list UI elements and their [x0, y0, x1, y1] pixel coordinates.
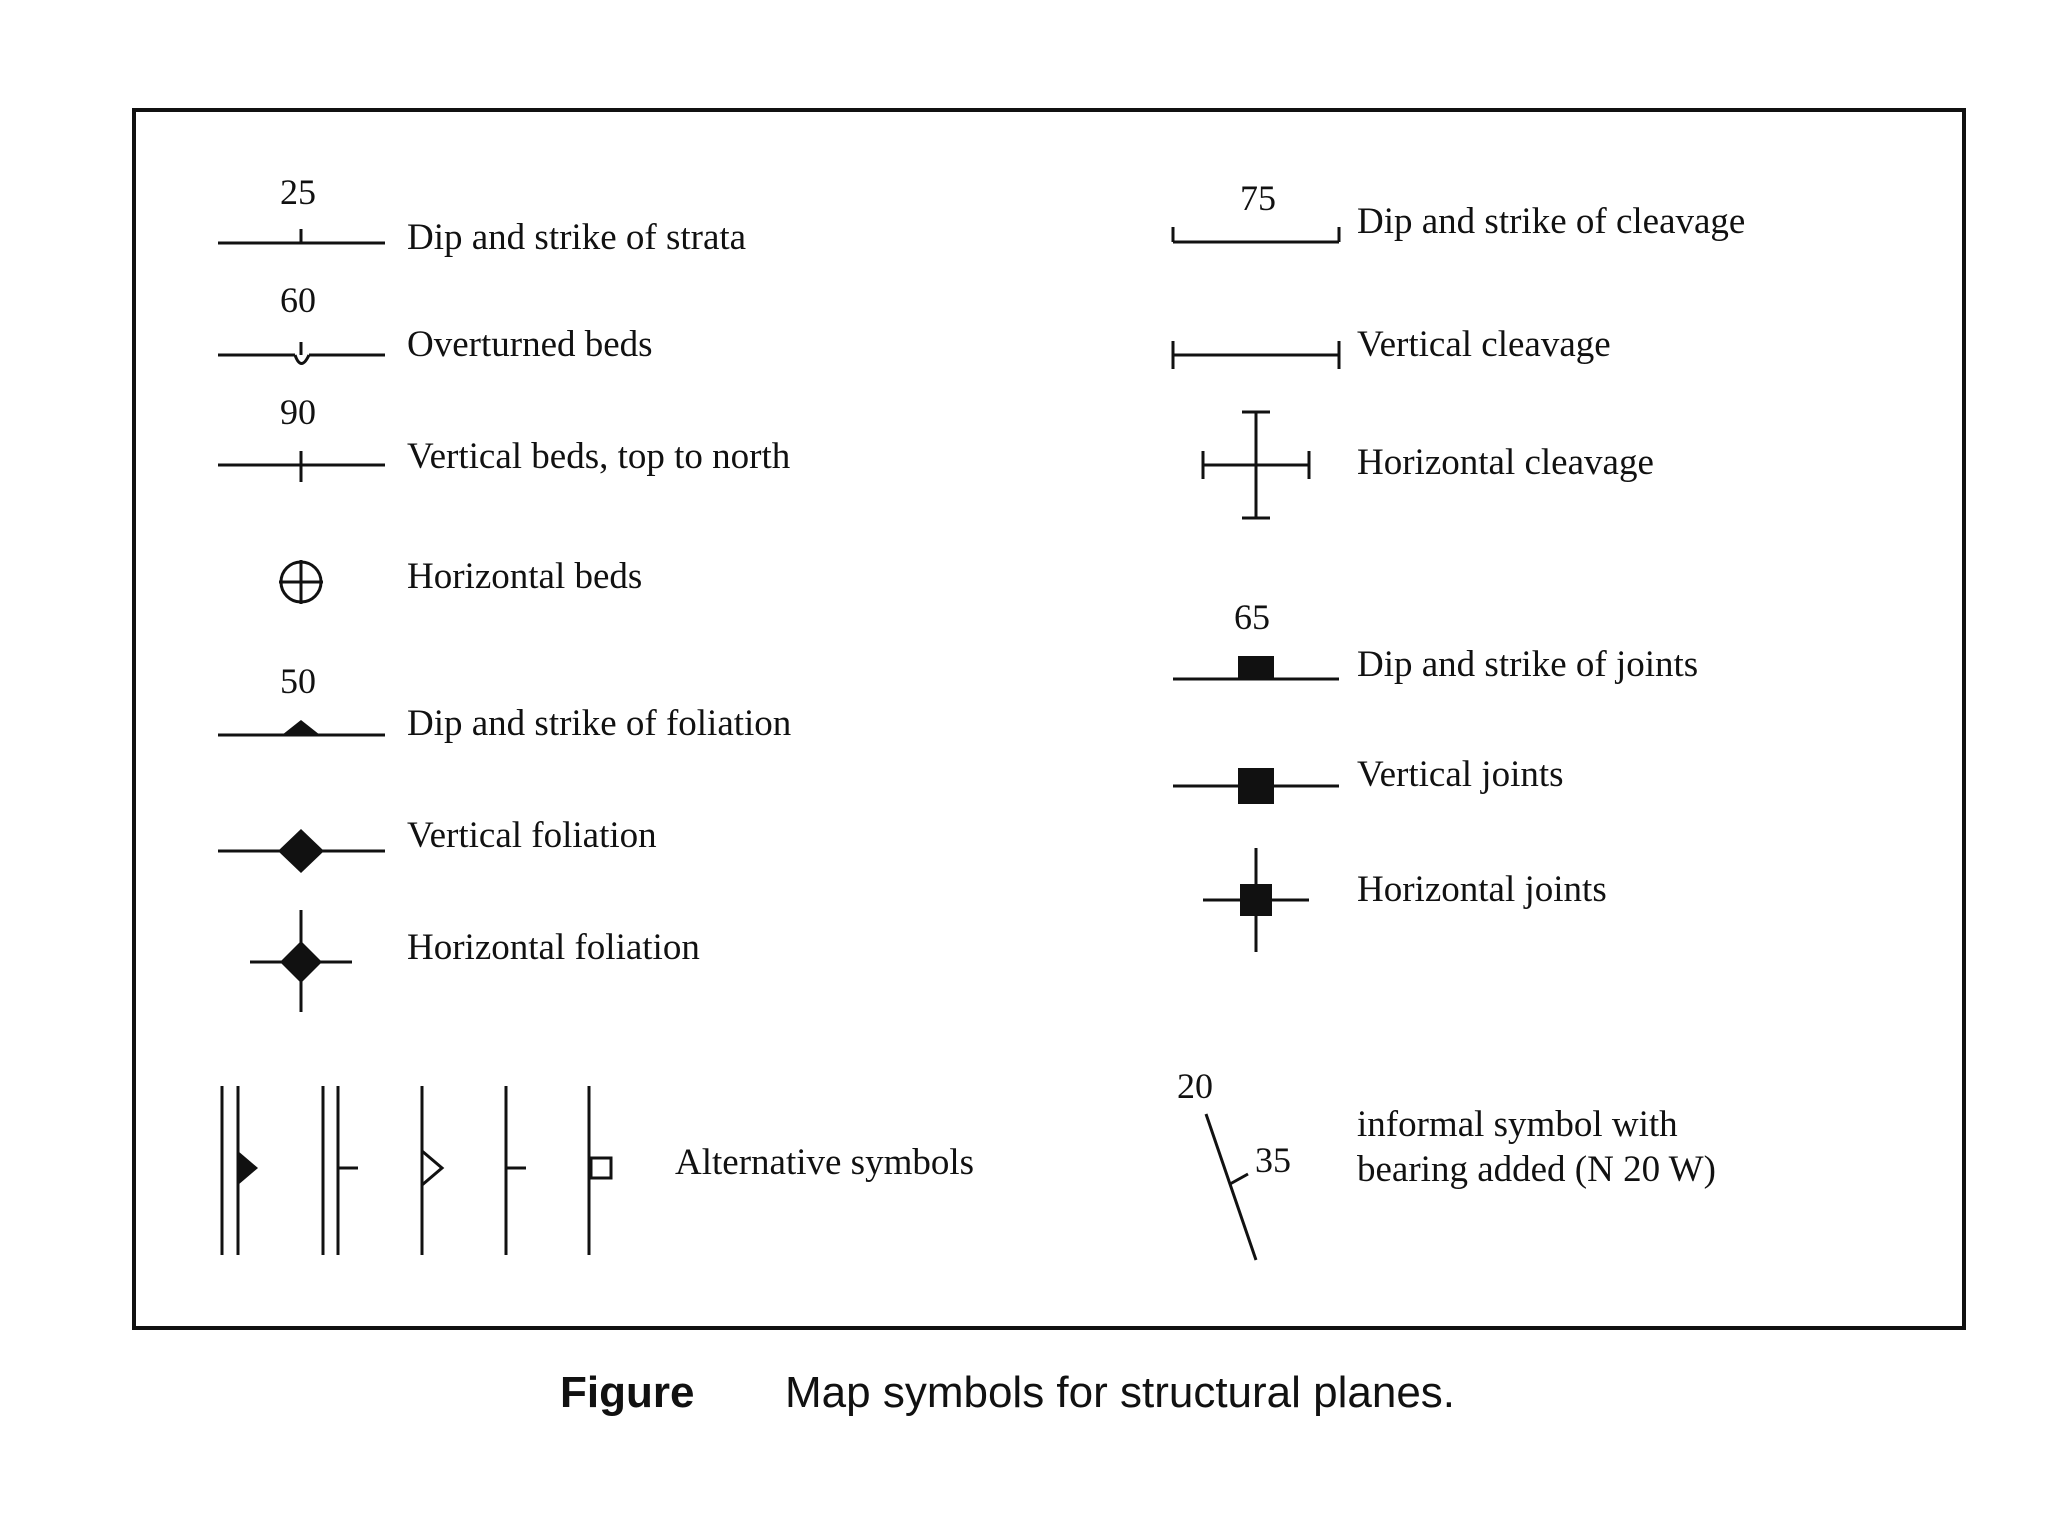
vertical-joints-symbol: [1173, 768, 1339, 804]
vertical-foliation-label: Vertical foliation: [407, 815, 657, 856]
overturned-beds-symbol: [218, 342, 385, 364]
informal-label-line1: informal symbol with: [1357, 1104, 1678, 1145]
horizontal-foliation-symbol: [250, 910, 352, 1012]
vertical-beds-label: Vertical beds, top to north: [407, 436, 791, 477]
foliation-dip-strike-symbol: [218, 720, 385, 735]
overturned-label: Overturned beds: [407, 324, 653, 365]
strata-dip-value: 25: [280, 172, 316, 212]
cleavage-dip-value: 75: [1240, 178, 1276, 218]
cleavage-dip-strike-symbol: [1173, 227, 1339, 242]
foliation-dip-value: 50: [280, 661, 316, 701]
vertical-beds-symbol: [218, 451, 385, 482]
alternative-symbols: [222, 1086, 611, 1255]
caption-label: Figure: [560, 1368, 695, 1417]
horizontal-cleavage-symbol: [1203, 412, 1309, 518]
strata-label: Dip and strike of strata: [407, 217, 747, 258]
horizontal-cleavage-label: Horizontal cleavage: [1357, 442, 1654, 483]
horizontal-joints-label: Horizontal joints: [1357, 869, 1607, 910]
vertical-joints-label: Vertical joints: [1357, 754, 1564, 795]
vertical-beds-value: 90: [280, 392, 316, 432]
cleavage-label: Dip and strike of cleavage: [1357, 201, 1746, 242]
joints-dip-value: 65: [1234, 597, 1270, 637]
informal-dip-value: 35: [1255, 1140, 1291, 1180]
alternative-symbols-label: Alternative symbols: [675, 1142, 975, 1183]
informal-bearing-symbol: [1206, 1114, 1256, 1260]
informal-label-line2: bearing added (N 20 W): [1357, 1149, 1716, 1190]
bearing-value: 20: [1177, 1066, 1213, 1106]
vertical-cleavage-symbol: [1173, 341, 1339, 369]
caption-text: Map symbols for structural planes.: [785, 1368, 1456, 1417]
foliation-label: Dip and strike of foliation: [407, 703, 792, 744]
horizontal-foliation-label: Horizontal foliation: [407, 927, 700, 968]
horizontal-beds-label: Horizontal beds: [407, 556, 643, 597]
vertical-cleavage-label: Vertical cleavage: [1357, 324, 1611, 365]
strata-dip-strike-symbol: [218, 229, 385, 243]
vertical-foliation-symbol: [218, 829, 385, 873]
joints-dip-strike-symbol: [1173, 656, 1339, 679]
overturned-dip-value: 60: [280, 280, 316, 320]
horizontal-joints-symbol: [1203, 848, 1309, 952]
joints-label: Dip and strike of joints: [1357, 644, 1699, 685]
horizontal-beds-symbol: [279, 560, 323, 604]
figure-caption: [560, 1367, 1456, 1419]
